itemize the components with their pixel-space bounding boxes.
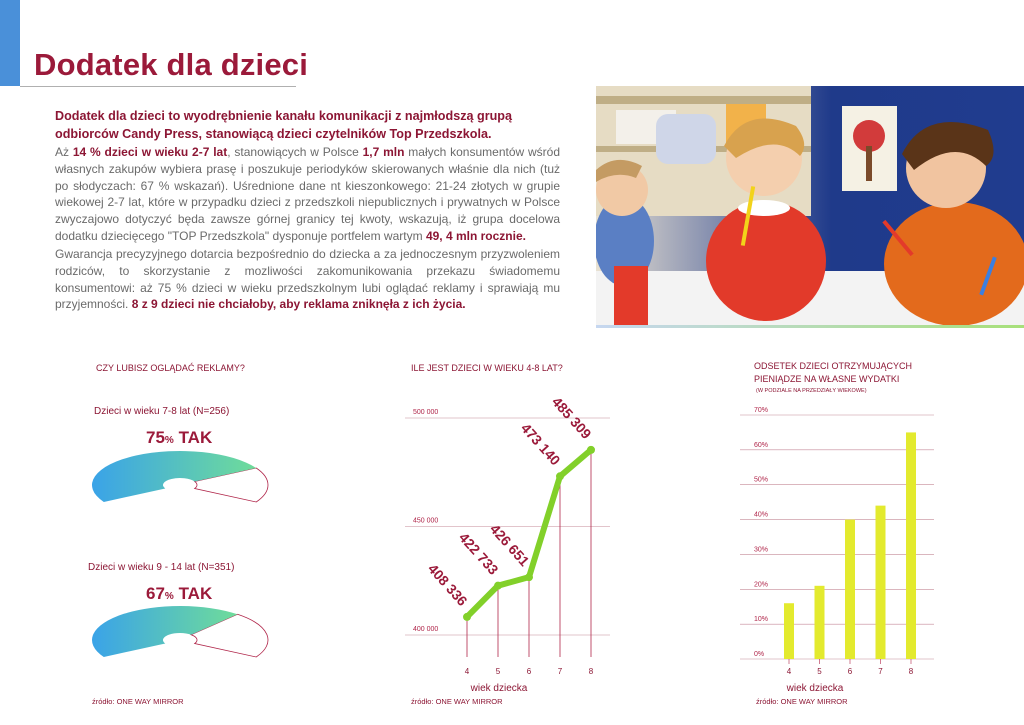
data-point bbox=[556, 472, 564, 480]
x-tick-label: 5 bbox=[817, 667, 822, 676]
gauge1-unit: % bbox=[164, 435, 174, 446]
x-tick-label: 7 bbox=[878, 667, 883, 676]
x-tick-label: 7 bbox=[557, 667, 563, 676]
x-axis-label: wiek dziecka bbox=[470, 683, 528, 694]
gauge2-unit: % bbox=[164, 591, 174, 602]
intro-paragraph: Dodatek dla dzieci to wyodrębnienie kanału komunikacji z najmłodszą grupą odbiorców Candy Press, stanowiącą dzieci czytelników Top Przedszkola. bbox=[55, 109, 512, 141]
chart3-title: ODSETEK DZIECI OTRZYMUJĄCYCH PIENIĄDZE NA WŁASNE WYDATKI bbox=[754, 361, 913, 384]
gauge1-suffix: TAK bbox=[178, 428, 213, 447]
highlight-age-share: 14 % dzieci w wieku 2-7 lat bbox=[72, 145, 228, 159]
y-tick-label: 400 000 bbox=[413, 626, 439, 633]
bar bbox=[876, 506, 886, 659]
highlight-wallet: 49, 4 mln rocznie. bbox=[425, 228, 526, 243]
gauge2-number: 67 bbox=[146, 584, 165, 603]
x-tick-label: 6 bbox=[526, 667, 532, 676]
chart3-subtitle: (W PODZIALE NA PRZEDZIAŁY WIEKOWE) bbox=[756, 388, 867, 394]
gauge2-label: Dzieci w wieku 9 - 14 lat (N=351) bbox=[88, 562, 235, 573]
line-chart bbox=[405, 385, 610, 695]
chart3-source: źródło: ONE WAY MIRROR bbox=[756, 697, 848, 706]
chart2-source: źródło: ONE WAY MIRROR bbox=[411, 697, 503, 706]
y-tick-label: 50% bbox=[754, 476, 769, 484]
y-tick-label: 500 000 bbox=[413, 409, 439, 416]
data-point bbox=[587, 446, 595, 454]
bar bbox=[845, 520, 855, 659]
text-run: małych konsumentów wśród własnych zakupów wybiera prasę i poszukuje periodyków skierowanych właśnie dla nich (tuż po słodyczach: 67 % wskazań). Uśrednione dane nt kieszonkowego: 21-24 złotych w grupie wiekowej 2-7 lat, które w przypadku dzieci z przedszkoli niepublicznych i prywatnych w Polsce zwyczajowo dotyczyć będa zawsze górnej granicy tej kwoty, wskazują, iż grupa docelowa dodatku dziecięcego "TOP Przedszkola" dysponuje portfelem wartym bbox=[55, 145, 561, 243]
highlight-conclusion: 8 z 9 dzieci nie chciałoby, aby reklama zniknęła z ich życia. bbox=[131, 297, 466, 312]
data-label: 426 651 bbox=[486, 520, 533, 570]
bar bbox=[815, 586, 825, 659]
gauge-charts bbox=[80, 445, 280, 675]
data-point bbox=[494, 582, 502, 590]
text-run: , stanowiących w Polsce bbox=[227, 145, 363, 159]
data-label: 485 309 bbox=[548, 393, 595, 442]
photo-underline bbox=[596, 325, 1024, 328]
x-tick-label: 4 bbox=[464, 667, 470, 676]
page-title: Dodatek dla dzieci bbox=[34, 47, 309, 82]
y-tick-label: 10% bbox=[754, 616, 769, 624]
gauge-1 bbox=[92, 451, 268, 502]
data-point bbox=[525, 573, 533, 581]
gauge2-suffix: TAK bbox=[178, 584, 213, 603]
text-run: Gwarancja precyzyjnego dotarcia bezpośrednio do dziecka a za jednoczesnym przyzwoleniem rodziców, to skorzystanie z mozliwości zakomunikowania przekazu świadomemu konsumentowi: aż 75 % dzieci w wieku przedszkolnym lubi oglądać reklamy i sprawiają mu przyjemności. bbox=[55, 247, 560, 312]
x-axis-label: wiek dziecka bbox=[786, 683, 844, 694]
y-tick-label: 20% bbox=[754, 581, 769, 589]
gauge-2 bbox=[92, 606, 268, 657]
gauge1-number: 75 bbox=[146, 428, 165, 447]
y-tick-label: 70% bbox=[754, 407, 769, 414]
chart1-source: źródło: ONE WAY MIRROR bbox=[92, 697, 184, 706]
chart1-title: CZY LUBISZ OGLĄDAĆ REKLAMY? bbox=[96, 363, 245, 373]
chart2-title: ILE JEST DZIECI W WIEKU 4-8 LAT? bbox=[411, 363, 563, 373]
x-tick-label: 8 bbox=[908, 667, 914, 676]
x-tick-label: 6 bbox=[847, 667, 853, 676]
y-tick-label: 30% bbox=[754, 546, 769, 554]
children-photo bbox=[596, 86, 1024, 325]
gauge1-label: Dzieci w wieku 7-8 lat (N=256) bbox=[94, 406, 230, 417]
data-label: 473 140 bbox=[517, 419, 564, 469]
y-tick-label: 0% bbox=[754, 651, 765, 658]
children-illustration bbox=[596, 86, 1024, 325]
accent-bar bbox=[0, 0, 20, 86]
data-point bbox=[463, 613, 471, 621]
y-tick-label: 40% bbox=[754, 511, 769, 519]
x-tick-label: 4 bbox=[786, 667, 792, 676]
x-tick-label: 5 bbox=[495, 667, 501, 676]
body-paragraph-1 bbox=[55, 144, 560, 245]
text-run: Aż bbox=[55, 145, 73, 159]
y-tick-label: 60% bbox=[754, 441, 769, 449]
data-label: 422 733 bbox=[455, 529, 502, 578]
y-tick-label: 450 000 bbox=[413, 517, 439, 525]
body-paragraph-2 bbox=[55, 246, 560, 313]
bar bbox=[784, 603, 794, 659]
title-underline bbox=[20, 86, 296, 87]
x-tick-label: 8 bbox=[588, 667, 594, 676]
bar-chart bbox=[740, 400, 940, 695]
data-label: 408 336 bbox=[424, 560, 471, 609]
highlight-consumers: 1,7 mln bbox=[362, 145, 405, 159]
bar bbox=[906, 432, 916, 659]
